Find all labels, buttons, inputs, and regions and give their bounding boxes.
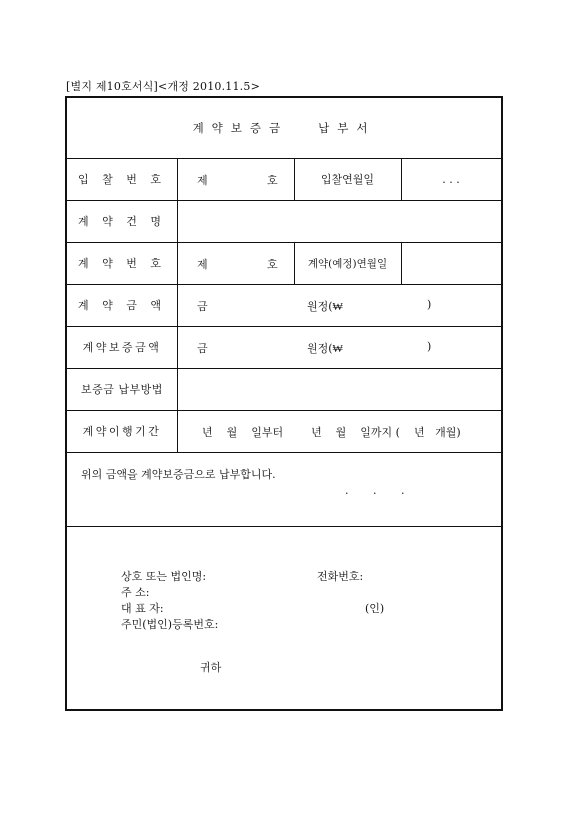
bid-number-label: 입 찰 번 호 (78, 173, 166, 186)
contract-number-suffix: 호 (267, 258, 278, 271)
payment-method-label: 보증금 납부방법 (81, 383, 163, 396)
representative-label: 대 표 자: (121, 602, 164, 615)
form-title (67, 98, 501, 158)
deposit-payment-form (65, 96, 503, 711)
addressee-suffix: 귀하 (200, 661, 222, 674)
bid-number-prefix: 제 (197, 174, 208, 187)
contract-date-label: 계약(예정)연월일 (307, 257, 388, 270)
bid-number-suffix: 호 (267, 174, 278, 187)
contract-amount-label: 계 약 금 액 (78, 299, 166, 312)
contract-amount-prefix: 금 (197, 300, 208, 313)
payment-method-row (67, 368, 501, 411)
statement-date[interactable]: . . . (345, 484, 405, 497)
deposit-amount-label: 계약보증금액 (82, 341, 162, 354)
form-title-left: 계약보증금 (192, 121, 289, 135)
contract-period-label: 계약이행기간 (82, 425, 162, 438)
contract-amount-close: ) (427, 298, 432, 311)
statement-row (67, 452, 501, 527)
contract-name-field[interactable] (177, 200, 501, 242)
address-label: 주 소: (121, 586, 150, 599)
contract-date-field[interactable] (401, 242, 501, 284)
contract-amount-row (67, 284, 501, 327)
deposit-amount-prefix: 금 (197, 342, 208, 355)
title-row (67, 98, 501, 159)
payment-method-field[interactable] (177, 368, 501, 410)
contract-number-row (67, 242, 501, 285)
company-name-label: 상호 또는 법인명: (121, 570, 207, 583)
contract-number-prefix: 제 (197, 258, 208, 271)
bid-number-row (67, 158, 501, 201)
deposit-amount-close: ) (427, 340, 432, 353)
bid-date-value[interactable]: . . . (442, 172, 460, 186)
form-number-note: [별지 제10호서식]<개정 2010.11.5> (66, 80, 260, 93)
phone-label: 전화번호: (317, 570, 364, 583)
contract-name-row (67, 200, 501, 243)
bid-date-label: 입찰연월일 (320, 173, 375, 186)
form-title-right: 납부서 (318, 121, 376, 135)
registration-number-label: 주민(법인)등록번호: (121, 618, 219, 631)
contract-period-text[interactable]: 년 월 일부터 년 월 일까지 ( 년 개월) (202, 426, 461, 439)
contract-number-label: 계 약 번 호 (78, 257, 166, 270)
statement-text: 위의 금액을 계약보증금으로 납부합니다. (81, 468, 276, 481)
contract-period-row (67, 410, 501, 453)
deposit-amount-row (67, 326, 501, 369)
deposit-amount-won: 원정(₩ (307, 342, 343, 355)
contract-name-label: 계 약 건 명 (78, 215, 166, 228)
seal-mark: (인) (365, 602, 385, 615)
contract-amount-won: 원정(₩ (307, 300, 343, 313)
